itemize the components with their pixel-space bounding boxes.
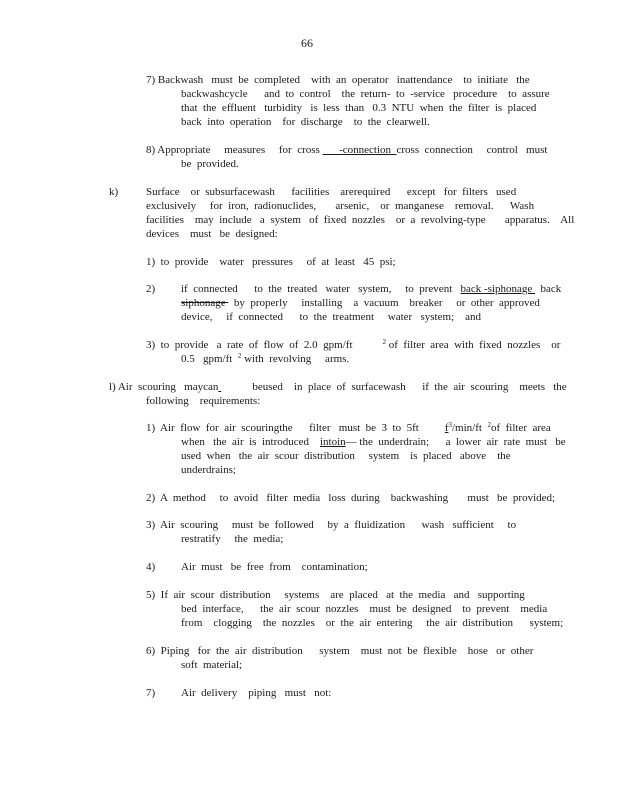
section-k-item-3-text-d: with revolving arms. [241, 353, 350, 365]
section-k-item-2-text-a: if connected to the treated water system, to prevent [181, 283, 461, 295]
section-k-label: k) [109, 186, 119, 198]
section-k-item-3-text-b: of filter area with fixed nozzles or [386, 339, 561, 351]
section-l-item-1-text-f: — the underdrain; a lower air rate must be [345, 436, 566, 448]
section-l-item-2: 2) A method to avoid filter media loss during backwashing must be provided; [146, 492, 556, 504]
section-l-item-1-line-3: used when the air scour distribution system is placed above the [181, 450, 511, 462]
section-k-line-1: Surface or subsurfacewash facilities arerequired except for filters used [146, 186, 517, 198]
item-7-line-2: backwashcycle and to control the return- to -service procedure to assure [181, 88, 550, 100]
section-k-item-3-superscript-1: 2 [382, 338, 387, 346]
section-l-item-7-text: Air delivery piping must not: [181, 687, 332, 699]
item-7-line-3: that the effluent turbidity is less than 0.3 NTU when the filter is placed [181, 102, 537, 114]
section-k-item-2-line-1 [181, 282, 561, 297]
section-l-item-6-line-2: soft material; [181, 659, 243, 671]
section-l-item-1-inserted-text: intoin [320, 436, 346, 448]
section-l-item-1-line-4: underdrains; [181, 464, 236, 476]
section-k-item-2-number: 2) [146, 283, 156, 295]
item-8-text-a: 8) Appropriate measures for cross [146, 144, 323, 156]
section-l-text-a: l) Air scouring maycan [109, 381, 219, 393]
section-k-item-3-text-c: 0.5 gpm/ft [181, 353, 238, 365]
item-8-inserted-text: -connection [322, 144, 397, 156]
section-k-item-2-inserted-text: back -siphonage [460, 283, 536, 295]
section-l-text-b: beused in place of surfacewash if the air scouring meets the [252, 381, 567, 393]
section-k-item-3-line-1 [146, 338, 560, 353]
section-l-item-5-line-1: 5) If air scour distribution systems are placed at the media and supporting [146, 589, 525, 601]
section-k-item-2-text-c: back [535, 283, 562, 295]
section-l-item-4-number: 4) [146, 561, 156, 573]
section-k-item-2-deleted-text: siphonage [181, 297, 229, 309]
item-8-line-1 [146, 143, 547, 158]
section-l-blank [218, 380, 240, 395]
section-l-line-2: following requirements: [146, 395, 261, 407]
section-l-item-3-line-2: restratify the media; [181, 533, 284, 545]
section-l-item-7-number: 7) [146, 687, 156, 699]
section-l-line-1 [109, 380, 567, 395]
section-l-item-5-line-2: bed interface, the air scour nozzles must be designed to prevent media [181, 603, 548, 615]
section-l-item-1-unit-f: f [444, 422, 449, 434]
section-k-item-3-text-a: 3) to provide a rate of flow of 2.0 gpm/ft [146, 339, 353, 351]
section-l-item-1-line-1 [146, 421, 551, 436]
section-l-item-1-text-c: /min/ft [451, 422, 488, 434]
section-l-item-6-line-1: 6) Piping for the air distribution system must not be flexible hose or other [146, 645, 534, 657]
section-l-item-1-text-e: when the air is introduced [181, 436, 320, 448]
section-k-line-4: devices must be designed: [146, 228, 278, 240]
section-k-item-1: 1) to provide water pressures of at least 45 psi; [146, 256, 396, 268]
section-l-item-1-superscript-2: 2 [487, 421, 491, 429]
section-l-item-3-line-1: 3) Air scouring must be followed by a fluidization wash sufficient to [146, 519, 517, 531]
section-l-item-1-line-2 [181, 435, 566, 450]
section-k-item-2-line-3: device, if connected to the treatment water system; and [181, 311, 481, 323]
section-l-item-5-line-3: from clogging the nozzles or the air entering the air distribution system; [181, 617, 564, 629]
section-k-line-3: facilities may include a system of fixed nozzles or a revolving-type apparatus. All [146, 214, 575, 226]
section-l-item-4-text: Air must be free from contamination; [181, 561, 368, 573]
page-number: 66 [301, 36, 313, 50]
section-k-item-3-superscript-2: 2 [237, 352, 242, 360]
section-l-item-1-text-a: 1) Air flow for air scouringthe filter must be 3 to 5ft [146, 422, 419, 434]
section-l-item-1-superscript-1: 3 [448, 421, 452, 429]
section-k-item-2-text-d: by properly installing a vacuum breaker or other approved [228, 297, 540, 309]
section-k-line-2: exclusively for iron, radionuclides, arsenic, or manganese removal. Wash [146, 200, 535, 212]
item-8-text-c: cross connection control must [396, 144, 548, 156]
item-7-line-1: 7) Backwash must be completed with an operator inattendance to initiate the [146, 74, 530, 86]
section-k-item-2-line-2 [181, 296, 540, 311]
section-l-item-1-text-d: of filter area [490, 422, 551, 434]
item-7-line-4: back into operation for discharge to the clearwell. [181, 116, 430, 128]
section-k-item-3-line-2 [181, 352, 349, 367]
item-8-line-2: be provided. [181, 158, 239, 170]
